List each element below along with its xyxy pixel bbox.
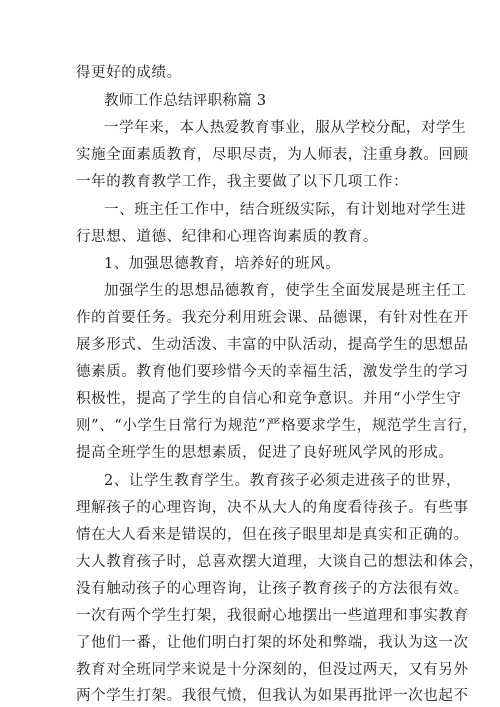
paragraph-line: 得更好的成绩。 — [76, 65, 182, 81]
subheading-line: 1、加强思德教育，培养好的班风。 — [104, 256, 341, 272]
paragraph-line: 展多形式、生动活泼、丰富的中队活动，提高学生的思想品 — [76, 337, 469, 353]
paragraph-line: 了他们一番，让他们明白打架的坏处和弊端，我认为这一次 — [76, 635, 469, 651]
paragraph-line: 大人教育孩子时，总喜欢摆大道理，大谈自己的想法和体会， — [76, 554, 484, 570]
paragraph-line: 积极性，提高了学生的自信心和竞争意识。并用“小学生守 — [76, 391, 462, 407]
paragraph-line: 没有触动孩子的心理咨询，让孩子教育孩子的方法很有效。 — [76, 581, 469, 597]
paragraph-line: 教育对全班同学来说是十分深刻的，但没过两天，又有另外 — [76, 662, 469, 678]
paragraph-line: 一次有两个学生打架，我很耐心地摆出一些道理和事实教育 — [76, 608, 469, 624]
paragraph-line: 加强学生的思想品德教育，使学生全面发展是班主任工 — [104, 283, 467, 299]
paragraph-line: 德素质。教育他们要珍惜今天的幸福生活，激发学生的学习 — [76, 364, 469, 380]
paragraph-line: 理解孩子的心理咨询，决不从大人的角度看待孩子。有些事 — [76, 500, 469, 516]
paragraph-line: 一年的教育教学工作，我主要做了以下几项工作： — [76, 174, 409, 190]
paragraph-line: 一、班主任工作中，结合班级实际，有计划地对学生进 — [104, 202, 467, 218]
paragraph-line: 行思想、道德、纪律和心理咨询素质的教育。 — [76, 229, 378, 245]
paragraph-line: 一学年来，本人热爱教育事业，服从学校分配，对学生 — [104, 120, 467, 136]
paragraph-line: 两个学生打架。我很气愤，但我认为如果再批评一次也起不 — [76, 688, 469, 704]
paragraph-line: 2、让学生教育学生。教育孩子必须走进孩子的世界， — [104, 473, 462, 489]
section-title: 教师工作总结评职称篇 3 — [104, 93, 267, 109]
paragraph-line: 作的首要任务。我充分利用班会课、品德课，有针对性在开 — [76, 310, 469, 326]
paragraph-line: 则”、“小学生日常行为规范”严格要求学生，规范学生言行， — [76, 418, 478, 434]
paragraph-line: 情在大人看来是错误的，但在孩子眼里却是真实和正确的。 — [76, 527, 469, 543]
paragraph-line: 提高全班学生的思想素质，促进了良好班风学风的形成。 — [76, 445, 454, 461]
paragraph-line: 实施全面素质教育，尽职尽责，为人师表，注重身教。回顾 — [76, 147, 469, 163]
